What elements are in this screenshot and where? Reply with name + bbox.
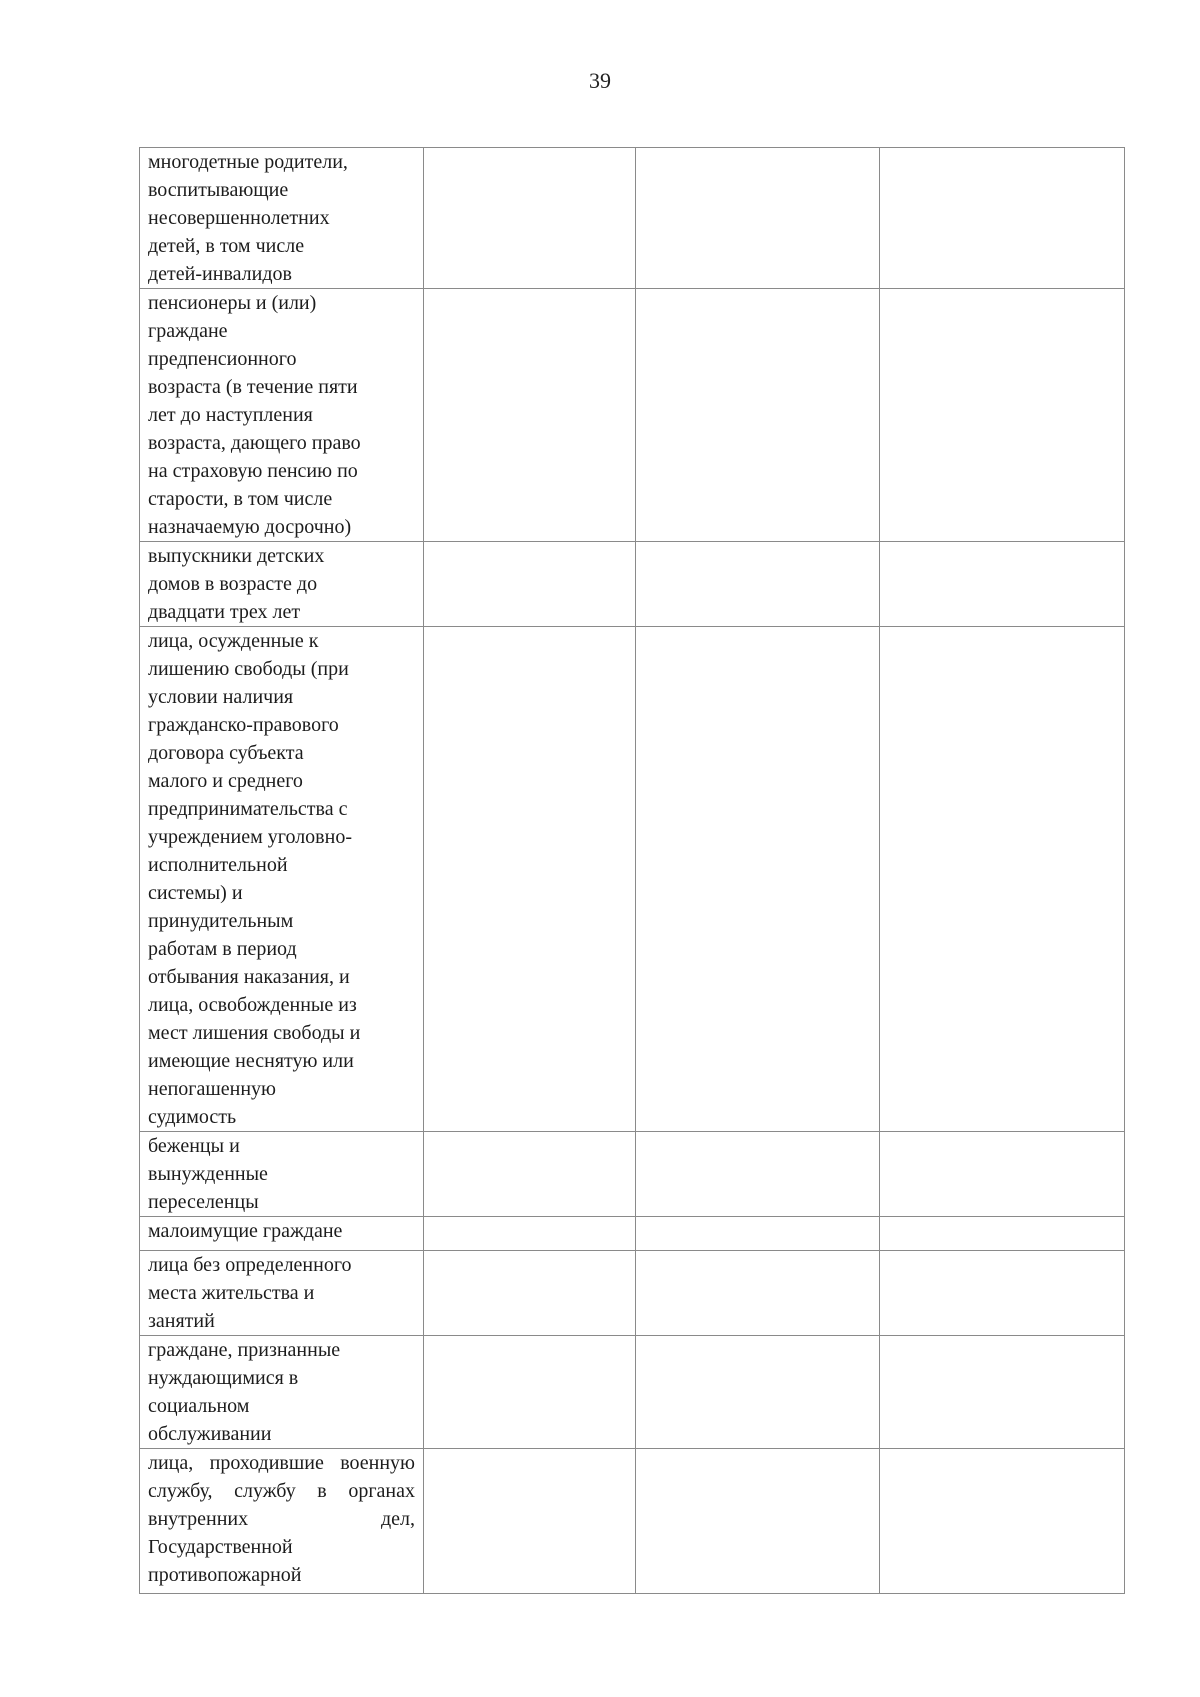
empty-cell <box>880 627 1125 1132</box>
empty-cell <box>636 289 880 542</box>
category-text: малоимущие граждане <box>148 1220 343 1242</box>
category-cell <box>140 1217 424 1251</box>
table-row <box>140 1132 1125 1217</box>
category-text: многодетные родители, воспитывающие несовершеннолетних детей, в том числе детей-инвалидов <box>148 151 348 285</box>
empty-cell <box>636 1336 880 1449</box>
category-cell <box>140 148 424 289</box>
category-text: граждане, признанные нуждающимися в социальном обслуживании <box>148 1339 341 1445</box>
empty-cell <box>424 1449 636 1594</box>
table-row <box>140 289 1125 542</box>
empty-cell <box>636 1251 880 1336</box>
empty-cell <box>880 1449 1125 1594</box>
table-row <box>140 1336 1125 1449</box>
empty-cell <box>424 289 636 542</box>
category-cell <box>140 1449 424 1594</box>
category-text: выпускники детских домов в возрасте до двадцати трех лет <box>148 545 325 623</box>
category-cell <box>140 1336 424 1449</box>
data-table <box>139 147 1125 1594</box>
category-text: пенсионеры и (или) граждане предпенсионного возраста (в течение пяти лет до наступления возраста, дающего право на страховую пенсию по старости, в том числе назначаемую досрочно) <box>148 292 361 538</box>
empty-cell <box>636 148 880 289</box>
empty-cell <box>880 542 1125 627</box>
table-row <box>140 148 1125 289</box>
category-text: лица без определенного места жительства и занятий <box>148 1254 352 1332</box>
table-row <box>140 1449 1125 1594</box>
category-text: беженцы и вынужденные переселенцы <box>148 1135 268 1213</box>
table-row <box>140 1217 1125 1251</box>
category-cell <box>140 542 424 627</box>
category-cell <box>140 289 424 542</box>
category-cell <box>140 1251 424 1336</box>
empty-cell <box>880 289 1125 542</box>
empty-cell <box>424 1336 636 1449</box>
empty-cell <box>636 627 880 1132</box>
empty-cell <box>424 1251 636 1336</box>
empty-cell <box>636 1449 880 1594</box>
empty-cell <box>424 542 636 627</box>
category-cell <box>140 1132 424 1217</box>
empty-cell <box>880 148 1125 289</box>
empty-cell <box>424 148 636 289</box>
empty-cell <box>880 1336 1125 1449</box>
category-text: лица, проходившие военную службу, службу в органах внутренних дел, Государственной противопожарной <box>148 1452 415 1586</box>
empty-cell <box>636 542 880 627</box>
empty-cell <box>880 1217 1125 1251</box>
empty-cell <box>636 1217 880 1251</box>
empty-cell <box>880 1132 1125 1217</box>
table-row <box>140 627 1125 1132</box>
empty-cell <box>880 1251 1125 1336</box>
empty-cell <box>424 1132 636 1217</box>
page-number: 39 <box>589 68 611 93</box>
category-cell <box>140 627 424 1132</box>
table-row <box>140 1251 1125 1336</box>
empty-cell <box>636 1132 880 1217</box>
table-row <box>140 542 1125 627</box>
empty-cell <box>424 627 636 1132</box>
category-text: лица, осужденные к лишению свободы (при условии наличия гражданско-правового договора субъекта малого и среднего предпринимательства с учреждением уголовно- исполнительной системы) и принудительным работам в период отбывания наказания, и лица, освобожденные из мест лишения свободы и имеющие неснятую или непогашенную судимость <box>148 630 361 1128</box>
empty-cell <box>424 1217 636 1251</box>
